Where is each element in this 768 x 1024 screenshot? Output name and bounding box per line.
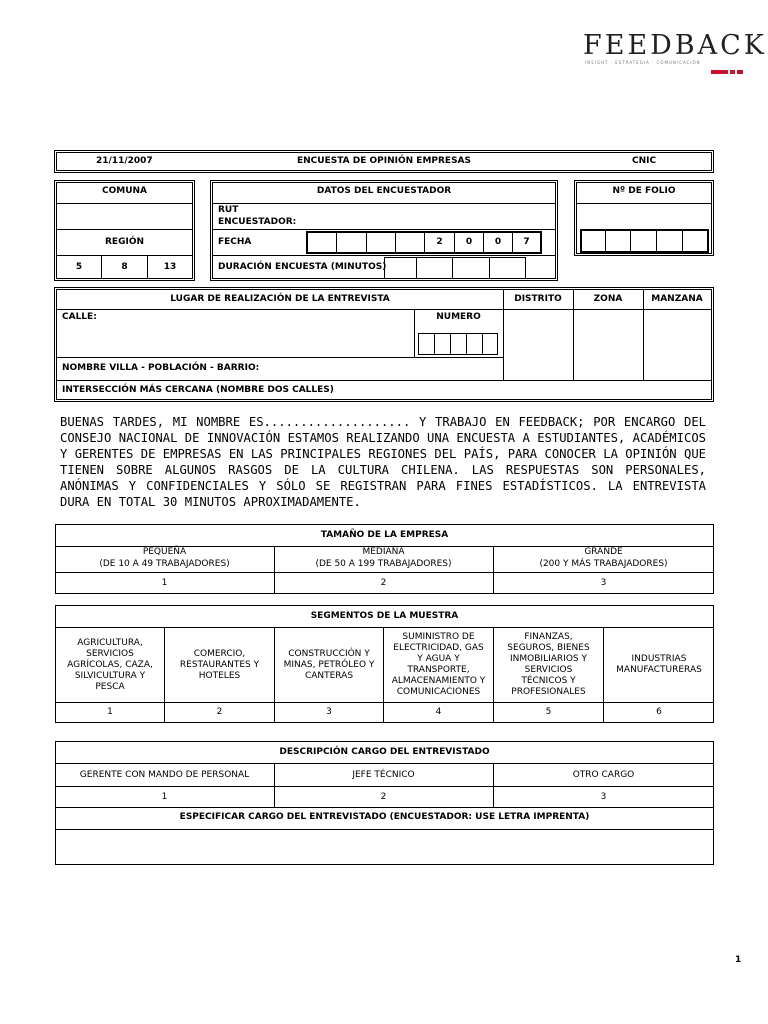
survey-title: ENCUESTA DE OPINIÓN EMPRESAS [296, 156, 471, 166]
survey-date: 21/11/2007 [96, 156, 153, 166]
folio-grid[interactable] [580, 229, 709, 253]
segmento-label: INDUSTRIAS MANUFACTURERAS [616, 654, 702, 675]
cargo-code-1[interactable]: 1 [161, 791, 168, 802]
tamano-code-2[interactable]: 2 [380, 577, 387, 588]
encuestador-title: DATOS DEL ENCUESTADOR [316, 186, 452, 196]
tamano-name: MEDIANA [362, 547, 405, 557]
tamano-sub: (DE 50 A 199 TRABAJADORES) [315, 559, 452, 569]
logo-wordmark: FEEDBACK [583, 30, 767, 61]
segmento-code-1[interactable]: 1 [107, 707, 113, 717]
cargo-label: JEFE TÉCNICO [352, 769, 415, 780]
folio-label: Nº DE FOLIO [612, 186, 676, 196]
villa-label: NOMBRE VILLA - POBLACIÓN - BARRIO: [62, 363, 260, 373]
segmento-label: AGRICULTURA, SERVICIOS AGRÍCOLAS, CAZA, SILVICULTURA Y PESCA [67, 637, 153, 692]
lugar-title: LUGAR DE REALIZACIÓN DE LA ENTREVISTA [170, 294, 390, 304]
encuestador-label: ENCUESTADOR: [218, 217, 297, 227]
tamano-title: TAMAÑO DE LA EMPRESA [320, 530, 449, 540]
zona-label: ZONA [593, 294, 623, 304]
segmento-code-2[interactable]: 2 [216, 707, 223, 717]
comuna-field[interactable] [58, 205, 190, 227]
year-digit: 7 [523, 237, 530, 247]
interseccion-label: INTERSECCIÓN MÁS CERCANA (NOMBRE DOS CALLES) [62, 385, 334, 395]
tamano-code-1[interactable]: 1 [161, 577, 168, 588]
year-digit: 0 [494, 237, 502, 247]
region-option-5[interactable]: 5 [75, 261, 83, 272]
cargo-label: OTRO CARGO [572, 769, 635, 780]
manzana-label: MANZANA [651, 294, 703, 304]
distrito-label: DISTRITO [514, 294, 562, 304]
calle-label: CALLE: [62, 312, 97, 322]
segmento-label: SUMINISTRO DE ELECTRICIDAD, GAS Y AGUA Y TRANSPORTE, ALMACENAMIENTO Y COMUNICACIONES [391, 632, 486, 697]
especificar-cargo-label: ESPECIFICAR CARGO DEL ENTREVISTADO (ENCUESTADOR: USE LETRA IMPRENTA) [179, 812, 590, 822]
numero-grid[interactable] [418, 333, 498, 355]
page-number: 1 [735, 955, 742, 965]
region-option-8[interactable]: 8 [121, 261, 128, 272]
cargo-code-3[interactable]: 3 [600, 791, 607, 802]
year-digit: 0 [465, 237, 473, 247]
segmento-code-6[interactable]: 6 [656, 707, 662, 717]
cargo-label: GERENTE CON MANDO DE PERSONAL [79, 769, 250, 780]
duracion-grid[interactable] [384, 257, 526, 279]
segmento-label: COMERCIO, RESTAURANTES Y HOTELES [179, 648, 260, 681]
tamano-name: PEQUEÑA [142, 547, 187, 557]
numero-label: NUMERO [436, 312, 481, 322]
tamano-sub: (200 Y MÁS TRABAJADORES) [539, 559, 668, 569]
tamano-code-3[interactable]: 3 [600, 577, 607, 588]
duracion-label: DURACIÓN ENCUESTA (MINUTOS) [218, 262, 387, 272]
segmento-label: FINANZAS, SEGUROS, BIENES INMOBILIARIOS Y SERVICIOS TÉCNICOS Y PROFESIONALES [507, 632, 590, 697]
cargo-code-2[interactable]: 2 [380, 791, 387, 802]
cargo-title: DESCRIPCIÓN CARGO DEL ENTREVISTADO [279, 747, 490, 757]
segmento-code-5[interactable]: 5 [545, 707, 552, 717]
tamano-name: GRANDE [584, 547, 623, 557]
region-option-13[interactable]: 13 [163, 261, 177, 272]
segmento-code-4[interactable]: 4 [435, 707, 442, 717]
year-digit: 2 [436, 237, 443, 247]
segmento-label: CONSTRUCCIÓN Y MINAS, PETRÓLEO Y CANTERAS [283, 648, 375, 681]
especificar-cargo-field[interactable] [57, 831, 712, 863]
intro-paragraph: BUENAS TARDES, MI NOMBRE ES.................... Y TRABAJO EN FEEDBACK; POR ENCARGO DEL CONSEJO NACIONAL DE INNOVACIÓN ESTAMOS REALIZANDO UNA ENCUESTA A ESTUDIANTES, ACADÉMICOS Y GERENTES DE EMPRESAS EN LAS PRINCIPALES REGIONES DEL PAÍS, PARA CONOCER LA OPINIÓN QUE TIENEN SOBRE ALGUNOS RASGOS DE LA CULTURA CHILENA. LAS RESPUESTAS SON PERSONALES, ANÓNIMAS Y CONFIDENCIALES Y SÓLO SE REGISTRAN PARA FINES ESTADÍSTICOS. LA ENTREVISTA DURA EN TOTAL 30 MINUTOS APROXIMADAMENTE. [60, 415, 706, 509]
logo-accent-bar [711, 70, 743, 74]
tamano-sub: (DE 10 A 49 TRABAJADORES) [99, 559, 230, 569]
fecha-label: FECHA [218, 237, 252, 247]
segmento-code-3[interactable]: 3 [326, 707, 332, 717]
region-label: REGIÓN [105, 237, 144, 247]
logo-tagline: INSIGHT · ESTRATEGIA · COMUNICACIÓN [585, 60, 701, 65]
rut-label: RUT [218, 205, 239, 215]
comuna-label: COMUNA [101, 186, 148, 196]
segmentos-title: SEGMENTOS DE LA MUESTRA [310, 611, 459, 621]
survey-code: CNIC [632, 156, 657, 166]
